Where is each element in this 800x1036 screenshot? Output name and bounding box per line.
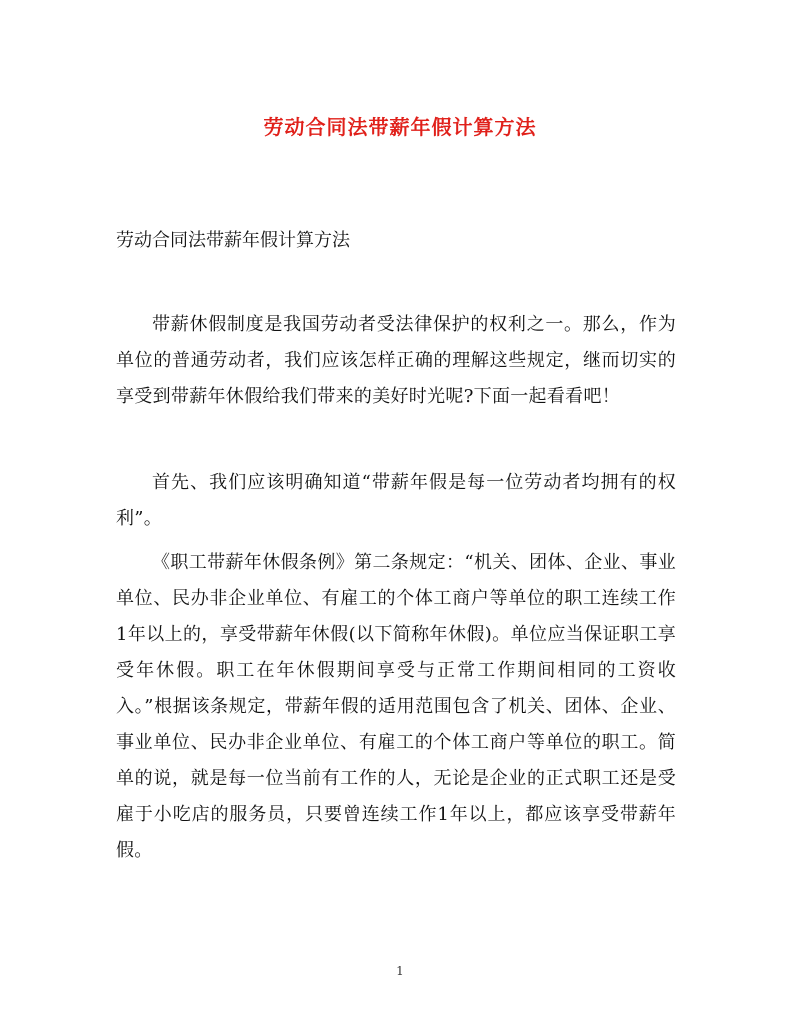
document-subtitle: 劳动合同法带薪年假计算方法 xyxy=(116,230,350,251)
paragraph-regulation: 《职工带薪年休假条例》第二条规定：“机关、团体、企业、事业单位、民办非企业单位、有雇工的个体工商户等单位的职工连续工作1年以上的，享受带薪年休假(以下简称年休假)。单位应当保证职工享受年休假。职工在年休假期间享受与正常工作期间相同的工资收入。”根据该条规定，带薪年假的适用范围包含了机关、团体、企业、事业单位、民办非企业单位、有雇工的个体工商户等单位的职工。简单的说，就是每一位当前有工作的人，无论是企业的正式职工还是受雇于小吃店的服务员，只要曾连续工作1年以上，都应该享受带薪年假。 xyxy=(116,552,676,861)
page-number: 1 xyxy=(396,964,404,978)
paragraph-intro: 带薪休假制度是我国劳动者受法律保护的权利之一。那么，作为单位的普通劳动者，我们应该怎样正确的理解这些规定，继而切实的享受到带薪年休假给我们带来的美好时光呢?下面一起看看吧！ xyxy=(116,314,676,407)
paragraph-right: 首先、我们应该明确知道“带薪年假是每一位劳动者均拥有的权利”。 xyxy=(116,472,676,529)
page-title: 劳动合同法带薪年假计算方法 xyxy=(263,115,537,139)
